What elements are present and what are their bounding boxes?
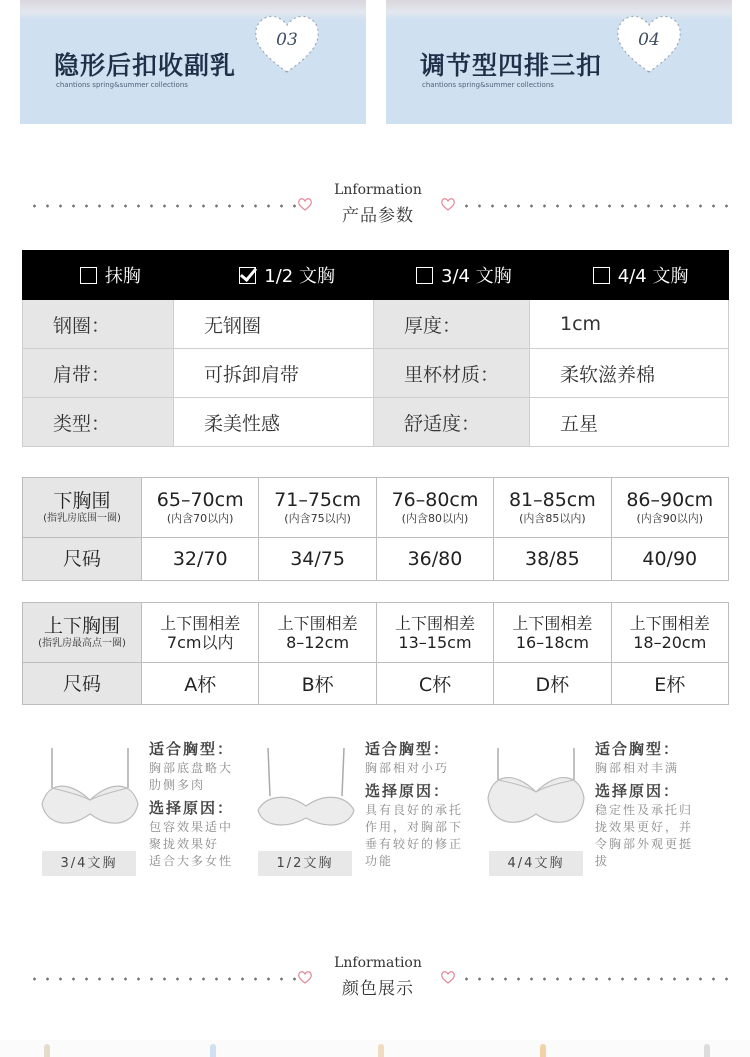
section-title-en: Lnformation bbox=[334, 182, 422, 198]
reason-line: 拔 bbox=[595, 854, 610, 868]
diff-label: 上下围相差 bbox=[394, 613, 475, 633]
fit-title: 适合胸型： bbox=[365, 740, 451, 758]
size-value: 38/85 bbox=[524, 548, 580, 570]
strap-preview bbox=[704, 1044, 710, 1057]
strap-preview bbox=[378, 1044, 384, 1057]
size-cell bbox=[612, 538, 729, 581]
reason-line: 功能 bbox=[365, 854, 394, 868]
reason-line: 具有良好的承托 bbox=[365, 803, 464, 817]
option-label: 3/4 文胸 bbox=[441, 266, 512, 287]
bra-three-quarter-icon bbox=[38, 744, 142, 840]
diff-label: 上下围相差 bbox=[160, 613, 241, 633]
feature-subtitle: chantions spring&summer collections bbox=[422, 81, 554, 89]
bra-type-tag: 4/4文胸 bbox=[489, 851, 583, 876]
cup-value: E杯 bbox=[654, 674, 686, 696]
reason-line: 令胸部外观更挺 bbox=[595, 837, 694, 851]
heart-badge-icon bbox=[252, 12, 322, 76]
feature-subtitle: chantions spring&summer collections bbox=[56, 81, 188, 89]
header-main: 尺码 bbox=[62, 672, 101, 695]
reason-line: 包容效果适中 bbox=[149, 820, 234, 834]
heart-icon bbox=[441, 198, 455, 211]
size-value: 34/75 bbox=[290, 548, 345, 570]
bra-full-cup-icon bbox=[484, 744, 588, 840]
feature-card-hidden-back-hook bbox=[20, 0, 366, 124]
color-display-preview bbox=[0, 1040, 750, 1057]
option-full-cup bbox=[552, 262, 729, 288]
range-cell bbox=[612, 478, 729, 538]
param-value: 柔美性感 bbox=[174, 398, 374, 446]
reason-title: 选择原因： bbox=[149, 799, 235, 817]
reason-line: 聚拢效果好 bbox=[149, 837, 220, 851]
reason-line: 垂有较好的修正 bbox=[365, 837, 464, 851]
cup-value: C杯 bbox=[418, 674, 452, 696]
size-value: 40/90 bbox=[642, 548, 698, 570]
checkbox-icon bbox=[80, 267, 97, 284]
fit-line: 胸部相对丰满 bbox=[595, 761, 680, 775]
dotted-divider bbox=[460, 977, 730, 981]
diff-value: 18–20cm bbox=[633, 632, 707, 652]
range-value: 76–80cm bbox=[391, 489, 479, 511]
diff-value: 13–15cm bbox=[398, 632, 472, 652]
option-three-quarter-cup bbox=[376, 262, 553, 288]
strap-preview bbox=[210, 1044, 216, 1057]
feature-card-adjustable-hook bbox=[386, 0, 732, 124]
bra-type-tag: 1/2文胸 bbox=[258, 851, 352, 876]
fit-title: 适合胸型： bbox=[149, 740, 235, 758]
size-value: 36/80 bbox=[407, 548, 463, 570]
option-label: 1/2 文胸 bbox=[264, 266, 335, 287]
option-label: 4/4 文胸 bbox=[617, 266, 689, 287]
range-value: 81–85cm bbox=[508, 489, 596, 511]
range-value: 71–75cm bbox=[274, 489, 361, 511]
row-header bbox=[23, 538, 142, 581]
recommendation-text bbox=[365, 738, 463, 870]
param-key: 钢圈： bbox=[22, 300, 174, 348]
cup-cell bbox=[142, 663, 259, 705]
underbust-size-table bbox=[22, 477, 729, 581]
cup-diff-row bbox=[23, 603, 729, 663]
bra-half-cup-icon bbox=[254, 744, 358, 840]
fit-line: 肋侧多肉 bbox=[149, 778, 206, 792]
header-main: 下胸围 bbox=[53, 489, 111, 512]
header-main: 上下胸围 bbox=[43, 614, 120, 637]
param-value: 五星 bbox=[530, 398, 729, 446]
range-note: (内含80以内) bbox=[401, 512, 469, 525]
cup-cell bbox=[494, 663, 611, 705]
cup-size-table bbox=[22, 602, 729, 705]
param-key: 肩带： bbox=[22, 349, 174, 397]
size-cell bbox=[377, 538, 494, 581]
option-label: 抹胸 bbox=[104, 266, 141, 287]
reason-title: 选择原因： bbox=[365, 782, 451, 800]
option-half-cup bbox=[199, 262, 376, 288]
param-key: 厚度： bbox=[374, 300, 530, 348]
diff-label: 上下围相差 bbox=[629, 613, 710, 633]
option-strapless bbox=[22, 262, 199, 288]
header-sub: (指乳房最高点一圈) bbox=[38, 637, 126, 649]
reason-line: 作用，对胸部下 bbox=[365, 820, 464, 834]
param-key: 舒适度： bbox=[374, 398, 530, 446]
diff-value: 8–12cm bbox=[286, 632, 350, 652]
strap-preview bbox=[540, 1044, 546, 1057]
heart-icon bbox=[441, 971, 455, 984]
diff-cell bbox=[494, 603, 611, 663]
param-value: 可拆卸肩带 bbox=[174, 349, 374, 397]
reason-line: 拢效果更好，并 bbox=[595, 820, 694, 834]
size-cell bbox=[142, 538, 259, 581]
section-header-params bbox=[0, 182, 750, 232]
diff-cell bbox=[377, 603, 494, 663]
diff-cell bbox=[612, 603, 729, 663]
params-row bbox=[22, 398, 729, 447]
reason-line: 稳定性及承托归 bbox=[595, 803, 694, 817]
cup-cell bbox=[259, 663, 376, 705]
section-title-en: Lnformation bbox=[334, 955, 422, 971]
row-header bbox=[23, 478, 142, 538]
section-title-cn: 产品参数 bbox=[342, 206, 414, 226]
recommendation-text bbox=[595, 738, 693, 870]
bra-type-tag: 3/4文胸 bbox=[42, 851, 136, 876]
diff-value: 16–18cm bbox=[515, 632, 589, 652]
row-header bbox=[23, 663, 142, 705]
band-size-row bbox=[23, 538, 729, 581]
diff-cell bbox=[142, 603, 259, 663]
diff-value: 7cm以内 bbox=[166, 632, 234, 652]
strap-preview bbox=[44, 1044, 50, 1057]
cup-cell bbox=[377, 663, 494, 705]
feature-title: 调节型四排三扣 bbox=[420, 51, 603, 80]
checkbox-icon bbox=[416, 267, 433, 284]
diff-label: 上下围相差 bbox=[512, 613, 593, 633]
param-value: 无钢圈 bbox=[174, 300, 374, 348]
range-value: 86–90cm bbox=[626, 489, 714, 511]
reason-line: 适合大多女性 bbox=[149, 854, 234, 868]
params-row bbox=[22, 349, 729, 398]
feature-number: 04 bbox=[638, 30, 660, 50]
range-cell bbox=[142, 478, 259, 538]
diff-label: 上下围相差 bbox=[277, 613, 358, 633]
diff-cell bbox=[259, 603, 376, 663]
dotted-divider bbox=[460, 204, 730, 208]
size-cell bbox=[259, 538, 376, 581]
param-value: 柔软滋养棉 bbox=[530, 349, 729, 397]
row-header bbox=[23, 603, 142, 663]
header-main: 尺码 bbox=[62, 548, 101, 570]
cup-cell bbox=[612, 663, 729, 705]
heart-badge-icon bbox=[614, 12, 684, 76]
dotted-divider bbox=[28, 977, 296, 981]
param-value: 1cm bbox=[530, 300, 729, 348]
recommendation-text bbox=[149, 738, 234, 870]
fit-line: 胸部相对小巧 bbox=[365, 761, 450, 775]
dotted-divider bbox=[28, 204, 296, 208]
size-cell bbox=[494, 538, 611, 581]
cup-value: D杯 bbox=[535, 674, 570, 696]
range-value: 65–70cm bbox=[156, 489, 244, 511]
feature-title: 隐形后扣收副乳 bbox=[54, 51, 237, 80]
section-title-cn: 颜色展示 bbox=[342, 979, 414, 999]
heart-icon bbox=[298, 198, 312, 211]
section-header-colors bbox=[0, 955, 750, 1005]
range-note: (内含75以内) bbox=[284, 512, 351, 525]
feature-row bbox=[0, 0, 750, 124]
checkbox-checked-icon bbox=[239, 267, 256, 284]
param-key: 里杯材质： bbox=[374, 349, 530, 397]
range-note: (内含70以内) bbox=[166, 512, 234, 525]
product-params-table bbox=[22, 250, 729, 447]
cup-value: B杯 bbox=[301, 674, 334, 696]
range-note: (内含85以内) bbox=[519, 512, 586, 525]
cup-size-row bbox=[23, 663, 729, 705]
checkbox-icon bbox=[593, 267, 610, 284]
reason-title: 选择原因： bbox=[595, 782, 681, 800]
fit-line: 胸部底盘略大 bbox=[149, 761, 234, 775]
header-sub: (指乳房底围一圈) bbox=[43, 512, 121, 524]
range-cell bbox=[377, 478, 494, 538]
range-cell bbox=[494, 478, 611, 538]
range-cell bbox=[259, 478, 376, 538]
bra-type-options bbox=[22, 250, 729, 300]
param-key: 类型： bbox=[22, 398, 174, 446]
fit-title: 适合胸型： bbox=[595, 740, 681, 758]
size-value: 32/70 bbox=[172, 548, 228, 570]
cup-value: A杯 bbox=[184, 674, 217, 696]
params-row bbox=[22, 300, 729, 349]
heart-icon bbox=[298, 971, 312, 984]
range-note: (内含90以内) bbox=[636, 512, 704, 525]
feature-number: 03 bbox=[276, 30, 298, 50]
underbust-range-row bbox=[23, 478, 729, 538]
